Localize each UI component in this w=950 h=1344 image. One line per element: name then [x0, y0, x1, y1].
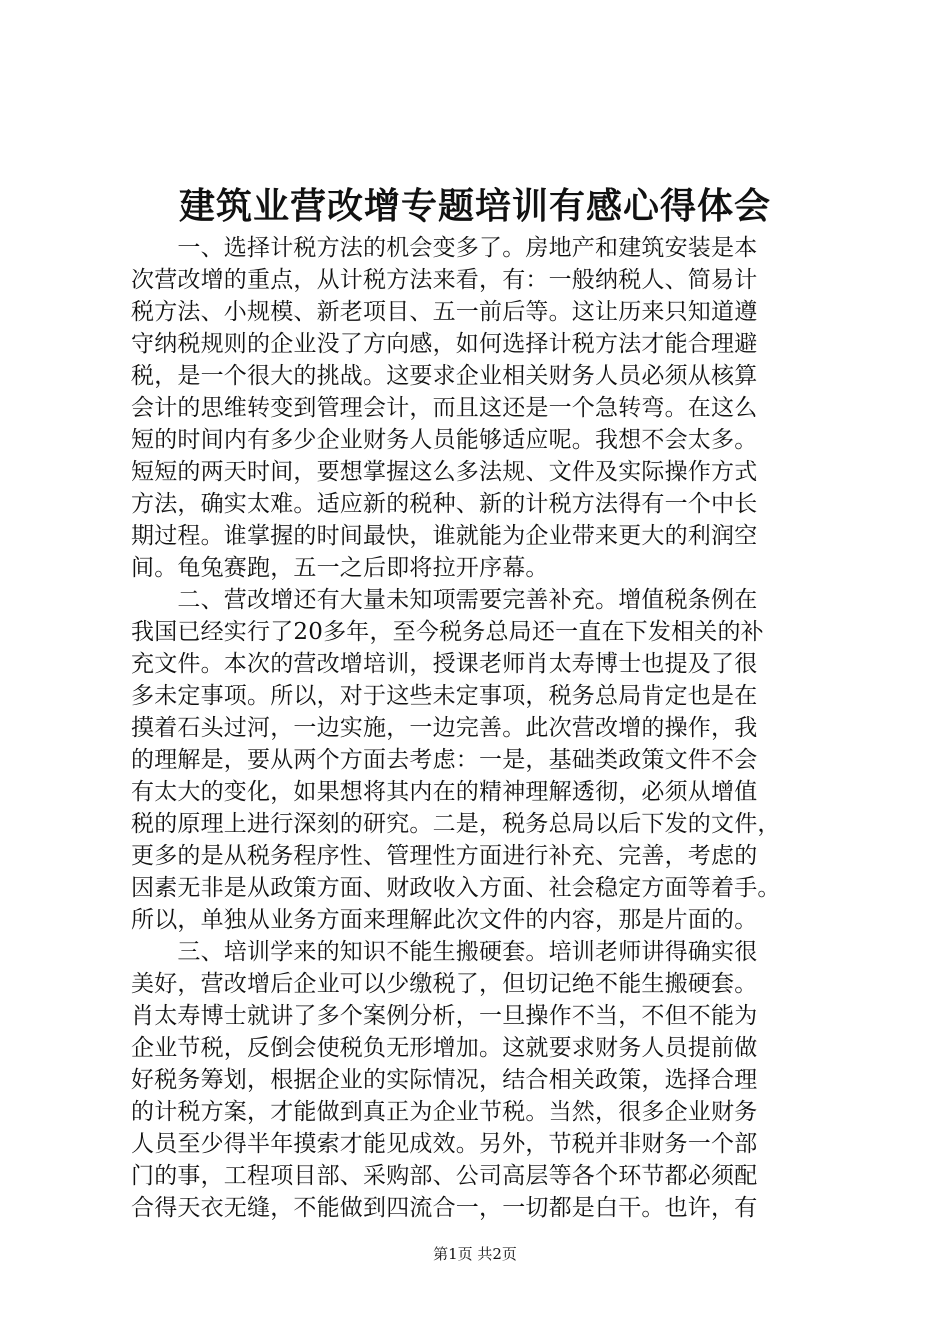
document-title: 建筑业营改增专题培训有感心得体会	[178, 185, 771, 227]
text-line: 短短的两天时间，要想掌握这么多法规、文件及实际操作方式	[131, 459, 758, 485]
text-line: 更多的是从税务程序性、管理性方面进行补充、完善，考虑的	[131, 843, 758, 869]
text-line: 一、选择计税方法的机会变多了。房地产和建筑安装是本	[131, 235, 758, 261]
text-line: 多未定事项。所以，对于这些未定事项，税务总局肯定也是在	[131, 683, 758, 709]
text-line: 美好，营改增后企业可以少缴税了，但切记绝不能生搬硬套。	[131, 971, 758, 997]
document-body	[131, 232, 831, 1224]
text-line: 有太大的变化，如果想将其内在的精神理解透彻，必须从增值	[131, 779, 758, 805]
text-line: 守纳税规则的企业没了方向感，如何选择计税方法才能合理避	[131, 331, 758, 357]
text-line: 我国已经实行了20多年，至今税务总局还一直在下发相关的补	[131, 619, 764, 645]
text-line: 会计的思维转变到管理会计，而且这还是一个急转弯。在这么	[131, 395, 758, 421]
text-line: 二、营改增还有大量未知项需要完善补充。增值税条例在	[131, 587, 758, 613]
text-line: 合得天衣无缝，不能做到四流合一，一切都是白干。也许，有	[131, 1195, 758, 1221]
text-line: 三、培训学来的知识不能生搬硬套。培训老师讲得确实很	[131, 939, 758, 965]
text-line: 摸着石头过河，一边实施，一边完善。此次营改增的操作，我	[131, 715, 758, 741]
text-line: 人员至少得半年摸索才能见成效。另外，节税并非财务一个部	[131, 1131, 758, 1157]
text-line: 的计税方案，才能做到真正为企业节税。当然，很多企业财务	[131, 1099, 758, 1125]
text-line: 税方法、小规模、新老项目、五一前后等。这让历来只知道遵	[131, 299, 758, 325]
text-line: 短的时间内有多少企业财务人员能够适应呢。我想不会太多。	[131, 427, 758, 453]
text-line: 门的事，工程项目部、采购部、公司高层等各个环节都必须配	[131, 1163, 758, 1189]
page-footer: 第1页 共2页	[433, 1245, 517, 1263]
text-line: 充文件。本次的营改增培训，授课老师肖太寿博士也提及了很	[131, 651, 758, 677]
text-line: 税，是一个很大的挑战。这要求企业相关财务人员必须从核算	[131, 363, 758, 389]
text-line: 期过程。谁掌握的时间最快，谁就能为企业带来更大的利润空	[131, 523, 758, 549]
text-line: 因素无非是从政策方面、财政收入方面、社会稳定方面等着手。	[131, 875, 781, 901]
text-line: 肖太寿博士就讲了多个案例分析，一旦操作不当，不但不能为	[131, 1003, 758, 1029]
text-line: 方法，确实太难。适应新的税种、新的计税方法得有一个中长	[131, 491, 758, 517]
text-line: 的理解是，要从两个方面去考虑：一是，基础类政策文件不会	[131, 747, 758, 773]
text-line: 次营改增的重点，从计税方法来看，有：一般纳税人、简易计	[131, 267, 758, 293]
text-line: 企业节税，反倒会使税负无形增加。这就要求财务人员提前做	[131, 1035, 758, 1061]
text-line: 税的原理上进行深刻的研究。二是，税务总局以后下发的文件，	[131, 811, 781, 837]
text-line: 好税务筹划，根据企业的实际情况，结合相关政策，选择合理	[131, 1067, 758, 1093]
text-line: 间。龟兔赛跑，五一之后即将拉开序幕。	[131, 555, 549, 581]
text-line: 所以，单独从业务方面来理解此次文件的内容，那是片面的。	[131, 907, 758, 933]
